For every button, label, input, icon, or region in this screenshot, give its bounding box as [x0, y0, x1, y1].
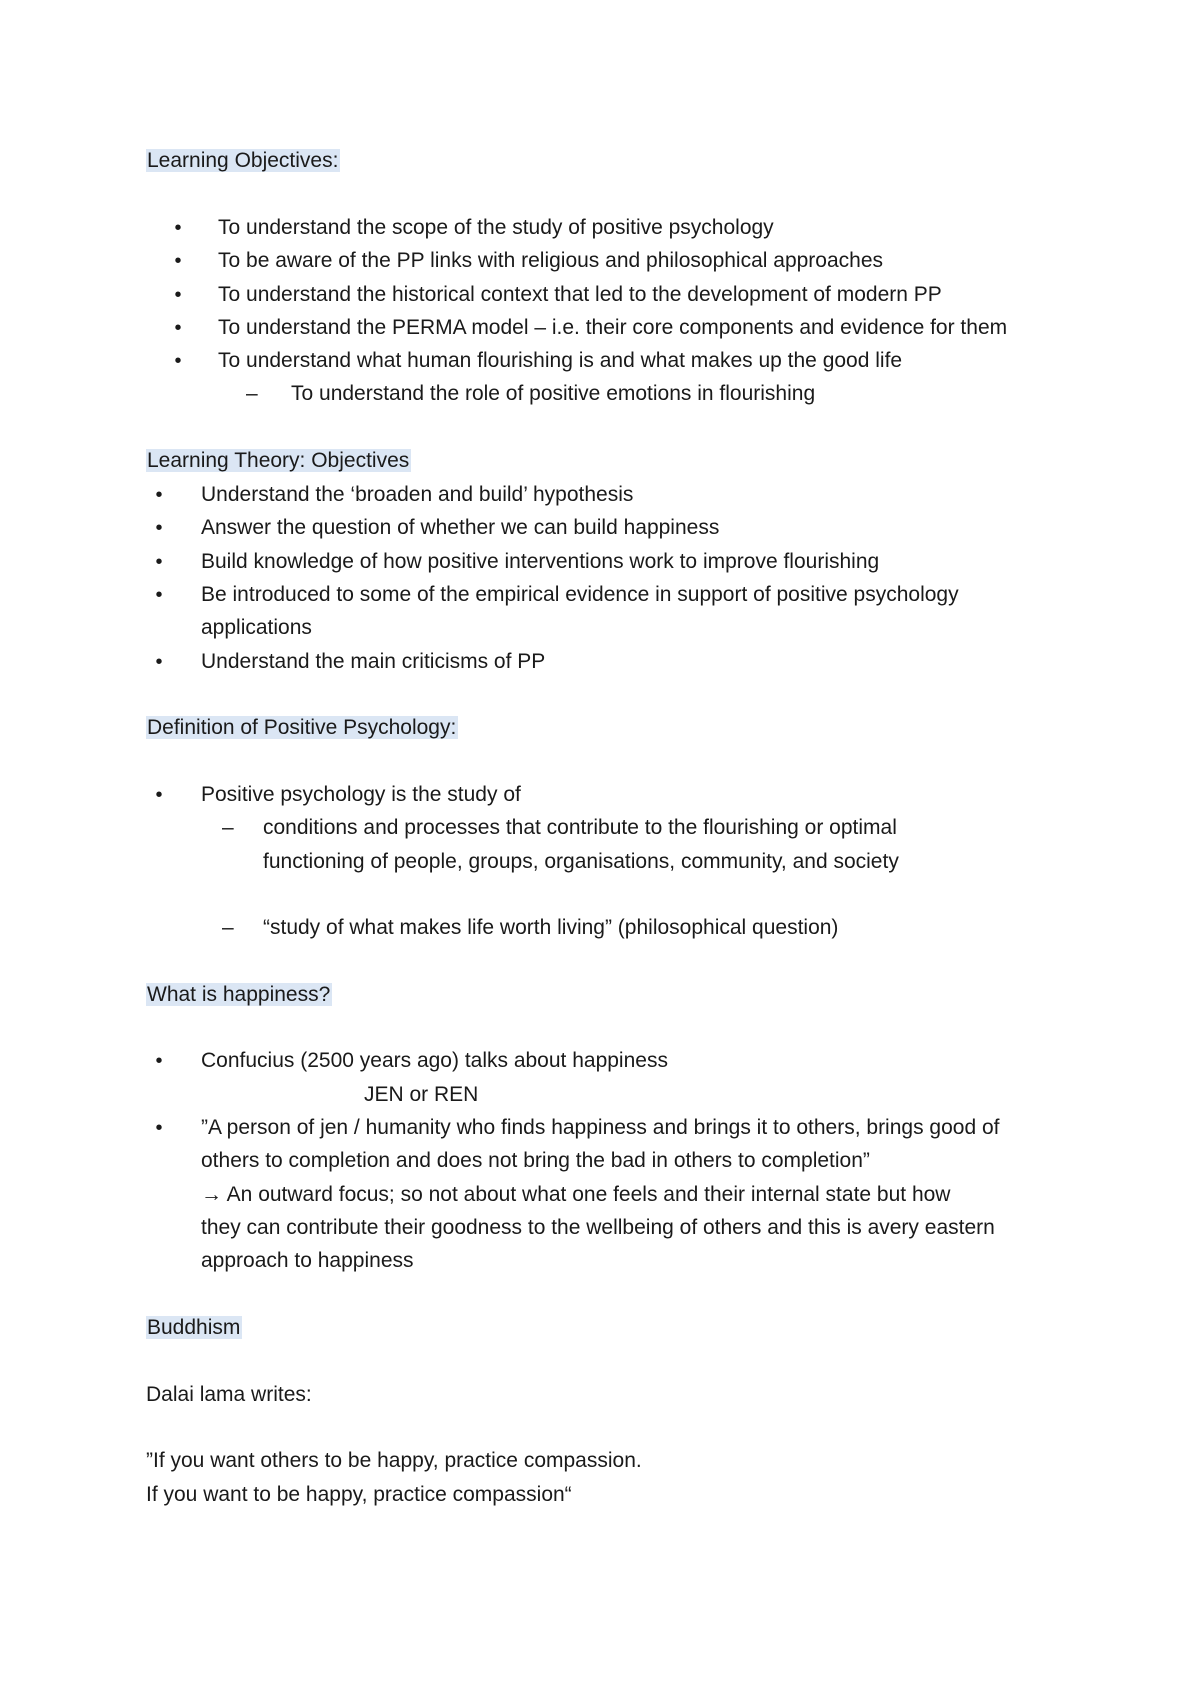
list-subitem: “study of what makes life worth living” (philosophical question) [263, 916, 839, 939]
list-item: ”A person of jen / humanity who finds happiness and brings it to others, brings good of [201, 1116, 1000, 1139]
list-item: To understand the historical context that led to the development of modern PP [218, 283, 942, 306]
list-item: Positive psychology is the study of [201, 783, 521, 806]
heading-happiness: What is happiness? [147, 983, 331, 1006]
quote-line: ”If you want others to be happy, practice compassion. [146, 1449, 642, 1472]
heading-learning-objectives: Learning Objectives: [147, 149, 339, 172]
list-item: Answer the question of whether we can build happiness [201, 516, 720, 539]
bullet-icon: • [155, 551, 163, 573]
bullet-icon: • [174, 317, 182, 339]
quote-line: If you want to be happy, practice compassion“ [146, 1483, 572, 1506]
list-item: Build knowledge of how positive interventions work to improve flourishing [201, 550, 880, 573]
list-item: Understand the ‘broaden and build’ hypothesis [201, 483, 634, 506]
list-item: To understand the PERMA model – i.e. their core components and evidence for them [218, 316, 1008, 339]
bullet-icon: • [155, 517, 163, 539]
heading-definition: Definition of Positive Psychology: [147, 716, 457, 739]
heading-learning-theory: Learning Theory: Objectives [147, 449, 410, 472]
bullet-icon: • [155, 651, 163, 673]
dash-icon: – [222, 916, 234, 939]
heading-buddhism: Buddhism [147, 1316, 241, 1339]
list-item-continuation: they can contribute their goodness to the wellbeing of others and this is avery eastern [201, 1216, 995, 1239]
list-item-continuation: → An outward focus; so not about what one feels and their internal state but how [201, 1183, 951, 1206]
bullet-icon: • [155, 1117, 163, 1139]
list-item-subline: JEN or REN [364, 1083, 479, 1106]
bullet-icon: • [155, 1050, 163, 1072]
bullet-icon: • [174, 284, 182, 306]
list-item: To understand what human flourishing is and what makes up the good life [218, 349, 903, 372]
list-subitem: To understand the role of positive emotions in flourishing [291, 382, 816, 405]
bullet-icon: • [155, 584, 163, 606]
list-item-continuation: approach to happiness [201, 1249, 414, 1272]
bullet-icon: • [155, 784, 163, 806]
list-item-continuation: applications [201, 616, 312, 639]
bullet-icon: • [174, 217, 182, 239]
bullet-icon: • [174, 350, 182, 372]
list-item: Understand the main criticisms of PP [201, 650, 546, 673]
list-item: Be introduced to some of the empirical evidence in support of positive psychology [201, 583, 959, 606]
list-item: To be aware of the PP links with religious and philosophical approaches [218, 249, 884, 272]
dash-icon: – [246, 382, 258, 405]
list-subitem: conditions and processes that contribute to the flourishing or optimal [263, 816, 897, 839]
bullet-icon: • [155, 484, 163, 506]
paragraph: Dalai lama writes: [146, 1383, 312, 1406]
dash-icon: – [222, 816, 234, 839]
list-item-continuation: others to completion and does not bring the bad in others to completion” [201, 1149, 870, 1172]
bullet-icon: • [174, 250, 182, 272]
list-item: To understand the scope of the study of positive psychology [218, 216, 774, 239]
list-item: Confucius (2500 years ago) talks about happiness [201, 1049, 668, 1072]
list-subitem-continuation: functioning of people, groups, organisations, community, and society [263, 850, 899, 873]
